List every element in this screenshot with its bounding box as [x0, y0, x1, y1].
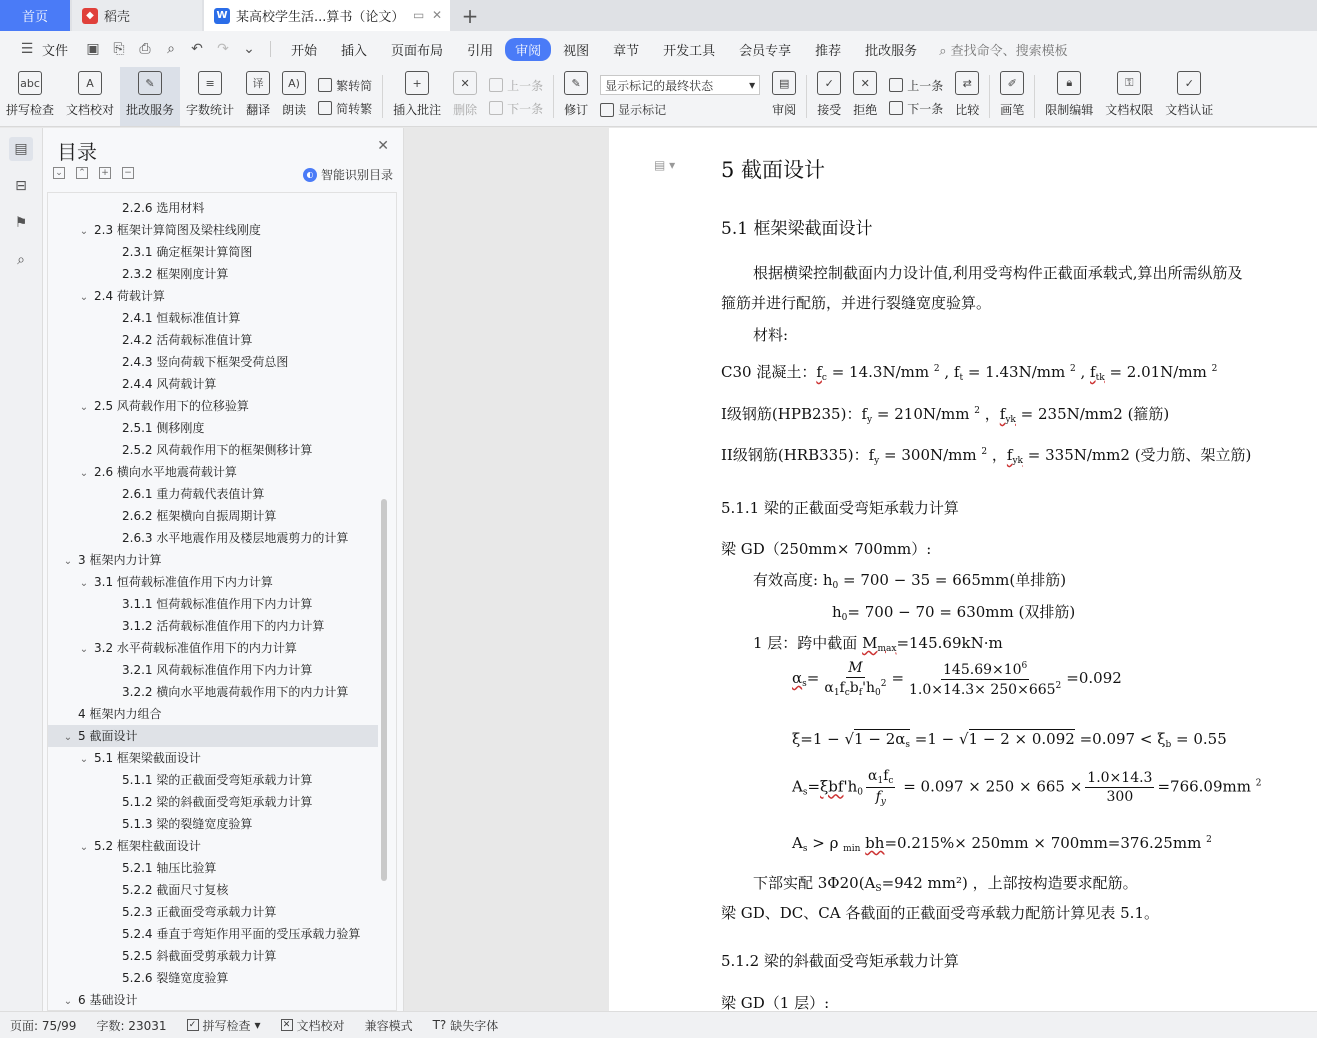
reject-button[interactable] — [847, 67, 883, 126]
toc-item[interactable] — [48, 197, 378, 219]
toc-item[interactable] — [48, 505, 378, 527]
display-state-value: 显示标记的最终状态 — [605, 78, 714, 93]
reject-label: 拒绝 — [853, 103, 878, 117]
prev-comment-button[interactable] — [489, 77, 543, 94]
next-change-label: 下一条 — [907, 101, 944, 116]
plus-icon: + — [461, 3, 479, 28]
trad-to-simp-label: 繁转简 — [336, 78, 373, 93]
toc-item-label: 2.3.1 确定框架计算简图 — [122, 245, 253, 259]
tab-pin-icon[interactable]: ▭ — [412, 8, 425, 22]
alpha-denominator: 1.0×14.3× 250×665 — [909, 681, 1056, 698]
as-min-value: =0.215%× 250mm × 700mm=376.25mm — [884, 834, 1202, 852]
pen-icon: ✐ — [1000, 71, 1024, 95]
chevron-down-icon[interactable]: ⌄ — [79, 754, 89, 765]
toc-item[interactable] — [48, 615, 378, 637]
permission-icon: ⚿ — [1117, 71, 1141, 95]
toc-item[interactable] — [48, 417, 378, 439]
expand-all-icon[interactable]: ⌃ — [76, 167, 88, 179]
remove-heading-icon[interactable]: − — [122, 167, 134, 179]
more-chevron-icon[interactable]: ⌄ — [243, 41, 255, 57]
chevron-down-icon[interactable]: ⌄ — [63, 556, 73, 567]
chevron-down-icon[interactable]: ⌄ — [63, 732, 73, 743]
chapter-nav-icon[interactable]: ⊟ — [15, 178, 27, 194]
toc-item-label: 2.4.4 风荷载计算 — [122, 377, 217, 391]
moment-value: =145.69kN·m — [896, 634, 1003, 652]
chevron-down-icon[interactable]: ⌄ — [79, 578, 89, 589]
toc-item-label: 3.2.2 横向水平地震荷载作用下的内力计算 — [122, 685, 349, 699]
toc-item[interactable] — [48, 989, 378, 1011]
review-pane-label: 审阅 — [772, 103, 797, 117]
compare-button[interactable] — [949, 67, 985, 126]
menu-reference[interactable]: 引用 — [467, 43, 494, 59]
correction-service-button[interactable] — [120, 67, 180, 126]
menu-review[interactable]: 审阅 — [505, 38, 551, 61]
toc-item[interactable] — [48, 659, 378, 681]
chevron-down-icon[interactable]: ⌄ — [79, 226, 89, 237]
materials-label: 材料: — [753, 326, 789, 344]
add-heading-icon[interactable]: + — [99, 167, 111, 179]
smart-toc-button[interactable] — [303, 166, 393, 183]
redo-icon[interactable]: ↷ — [217, 41, 229, 57]
heading-2: 5.1 框架梁截面设计 — [721, 219, 873, 239]
compat-mode[interactable]: 兼容模式 — [364, 1018, 413, 1033]
as-min-line: $A_s > \rho$ $_{min}$ bh=0.215%× 250mm × 700mm=376.25mm $^2$ — [792, 834, 1212, 854]
toc-item[interactable] — [48, 835, 378, 857]
word-count-label: 字数统计 — [186, 103, 235, 117]
simp-to-trad-button[interactable] — [318, 100, 372, 117]
show-markup-label: 显示标记 — [618, 103, 667, 117]
as-denominator: 300 — [1106, 789, 1134, 805]
toc-item-label: 2.5.2 风荷载作用下的框架侧移计算 — [122, 443, 313, 457]
next-change-icon — [889, 101, 903, 115]
chevron-down-icon[interactable]: ⌄ — [63, 996, 73, 1007]
save-icon[interactable]: ▣ — [86, 41, 100, 57]
ribbon-separator — [382, 75, 383, 118]
close-icon[interactable]: ✕ — [377, 138, 389, 154]
toc-item-label: 2.6.2 框架横向自振周期计算 — [122, 509, 277, 523]
chevron-down-icon[interactable]: ⌄ — [79, 644, 89, 655]
menu-chapter[interactable]: 章节 — [613, 43, 640, 59]
table-reference: 梁 GD、DC、CA 各截面的正截面受弯承载力配筋计算见表 5.1。 — [721, 904, 1159, 922]
toc-item-label: 5.2.6 裂缝宽度验算 — [122, 971, 229, 985]
hpb-prefix: I级钢筋(HPB235)： — [721, 405, 862, 423]
alpha-formula: $\alpha_s=$ $\frac{M}{\alpha_1f_cb_f'h_0^2}$ = $\frac{145.69\times 10^6}{1.0\times 14.3\times 250\times 665^2}$ =0.092 — [792, 660, 1122, 698]
toc-item-label: 5.1.1 梁的正截面受弯矩承载力计算 — [122, 773, 313, 787]
paragraph-line: 箍筋并进行配筋，并进行裂缝宽度验算。 — [721, 294, 992, 312]
accept-label: 接受 — [817, 103, 842, 117]
tab-daoke[interactable] — [72, 0, 202, 31]
toc-item[interactable] — [48, 351, 378, 373]
toc-item[interactable] — [48, 285, 378, 307]
restrict-edit-label: 限制编辑 — [1045, 103, 1094, 117]
toc-item-label: 2.6.3 水平地震作用及楼层地震剪力的计算 — [122, 531, 349, 545]
toc-item[interactable] — [48, 879, 378, 901]
search-icon: ⌕ — [939, 43, 947, 59]
beam-label: 梁 GD（250mm× 700mm）: — [721, 540, 932, 558]
toc-item[interactable] — [48, 483, 378, 505]
toc-item[interactable] — [48, 527, 378, 549]
left-icon-strip — [0, 128, 43, 1011]
prev-change-icon — [889, 78, 903, 92]
as-middle: = 0.097 × 250 × 665 × — [898, 777, 1083, 796]
toc-item-label: 3.1 恒荷载标准值作用下内力计算 — [94, 575, 273, 589]
toc-item-label: 2.6 横向水平地震荷载计算 — [94, 465, 237, 479]
toc-item[interactable] — [48, 901, 378, 923]
insert-comment-label: 插入批注 — [393, 103, 442, 117]
toc-item[interactable] — [48, 857, 378, 879]
proofread-small-icon: ✕ — [281, 1019, 293, 1031]
c30-line: C30 混凝土：$f_c = 14.3N/mm$ $^2$ , $f_t = 1.43N/mm$ $^2$ , $f_{tk} = 2.01N/mm$ $^2$ — [721, 363, 1218, 383]
toc-item[interactable] — [48, 571, 378, 593]
toc-item[interactable] — [48, 813, 378, 835]
correction-label: 批改服务 — [126, 103, 175, 117]
toc-item-label: 2.4.3 竖向荷载下框架受荷总图 — [122, 355, 289, 369]
floor-label: 1 层：跨中截面 — [753, 634, 863, 652]
smart-toc-label: 智能识别目录 — [320, 168, 393, 182]
page-indicator[interactable]: 页面: 75/99 — [10, 1018, 77, 1033]
heading-1: 5 截面设计 — [721, 158, 826, 182]
translate-button[interactable] — [240, 67, 276, 126]
menu-start[interactable]: 开始 — [291, 43, 318, 59]
toc-item[interactable] — [48, 725, 378, 747]
next-comment-icon — [489, 101, 503, 115]
read-aloud-icon: A) — [282, 71, 306, 95]
toc-item[interactable] — [48, 747, 378, 769]
xi-value: =0.097 < ξ — [1079, 730, 1166, 748]
prev-change-label: 上一条 — [907, 78, 944, 93]
ribbon-separator — [1034, 75, 1035, 118]
simp-to-trad-label: 简转繁 — [336, 101, 373, 116]
chevron-down-icon[interactable]: ⌄ — [79, 842, 89, 853]
toc-item-label: 5.2.2 截面尺寸复核 — [122, 883, 229, 897]
next-comment-label: 下一条 — [507, 101, 544, 116]
effective-height-2-value: = 700 − 70 = 630mm (双排筋) — [847, 603, 1076, 621]
collapse-all-icon[interactable]: ⌄ — [53, 167, 65, 179]
menu-layout[interactable]: 页面布局 — [391, 43, 444, 59]
menu-correction[interactable]: 批改服务 — [865, 43, 918, 59]
doc-certify-button[interactable] — [1159, 67, 1219, 126]
prev-comment-label: 上一条 — [507, 78, 544, 93]
show-markup-icon — [600, 103, 614, 117]
tab-home-label: 首页 — [21, 10, 48, 25]
simp-trad-icon — [318, 101, 332, 115]
delete-comment-icon: ✕ — [453, 71, 477, 95]
effective-height-1: 有效高度: $h_0 = 700 - 35 = 665mm$(单排筋) — [753, 571, 1067, 591]
spell-check-button[interactable] — [0, 67, 60, 126]
spell-check-icon: abc — [18, 71, 42, 95]
read-aloud-button[interactable] — [276, 67, 312, 126]
toc-title: 目录 — [57, 140, 97, 164]
tab-bar — [0, 0, 1317, 31]
toc-item-label: 3.1.1 恒荷载标准值作用下内力计算 — [122, 597, 313, 611]
tab-document-label: 某高校学生活...算书（论文） — [236, 10, 405, 25]
certify-icon: ✓ — [1177, 71, 1201, 95]
toc-item-label: 3.1.2 活荷载标准值作用下的内力计算 — [122, 619, 325, 633]
lock-icon: 🔒︎ — [1057, 71, 1081, 95]
writer-icon: W — [214, 8, 230, 24]
toc-item-label: 6 基础设计 — [78, 993, 138, 1007]
as-numerator: 1.0×14.3 — [1087, 770, 1153, 786]
proofread-button[interactable] — [60, 67, 120, 126]
xi-b-value: = 0.55 — [1171, 730, 1227, 748]
toc-item-label: 5.1 框架梁截面设计 — [94, 751, 201, 765]
command-search[interactable] — [939, 40, 1067, 59]
ribbon-separator — [989, 75, 990, 118]
status-proofread[interactable] — [271, 1017, 355, 1034]
as-result: =766.09mm — [1157, 777, 1251, 796]
pen-button[interactable] — [994, 67, 1030, 126]
outline-icon[interactable]: ▤ — [9, 137, 33, 161]
insert-comment-button[interactable] — [387, 67, 447, 126]
translate-icon: 译 — [246, 71, 270, 95]
daoke-icon: ◆ — [82, 8, 98, 24]
hamburger-icon[interactable]: ☰ — [20, 41, 34, 57]
hpb-line: I级钢筋(HPB235)：$f_y = 210N/mm$ $^2$ ，$f_{yk} = 235N/mm2$ (箍筋) — [721, 405, 1170, 425]
toc-item[interactable] — [48, 395, 378, 417]
read-aloud-label: 朗读 — [282, 103, 307, 117]
missing-font-icon: T? — [432, 1018, 447, 1032]
menu-recommend[interactable]: 推荐 — [815, 43, 842, 59]
toc-item-label: 2.4.1 恒载标准值计算 — [122, 311, 241, 325]
toc-item[interactable] — [48, 461, 378, 483]
doc-permission-label: 文档权限 — [1105, 103, 1154, 117]
menu-devtools[interactable]: 开发工具 — [663, 43, 716, 59]
tab-home[interactable] — [0, 0, 70, 31]
review-pane-icon: ▤ — [772, 71, 796, 95]
reinforcement-prefix: 下部实配 3Φ20(A — [753, 874, 876, 892]
missing-font-label: 缺失字体 — [450, 1018, 499, 1033]
status-proof-label: 文档校对 — [296, 1018, 345, 1033]
toc-item[interactable] — [48, 439, 378, 461]
menu-insert[interactable]: 插入 — [341, 43, 368, 59]
toc-item[interactable] — [48, 703, 378, 725]
word-count[interactable]: 字数: 23031 — [96, 1018, 167, 1033]
menu-view[interactable]: 视图 — [563, 43, 590, 59]
restrict-edit-button[interactable] — [1039, 67, 1099, 126]
print-icon[interactable]: ⎙ — [139, 41, 151, 57]
chevron-down-icon[interactable]: ⌄ — [79, 468, 89, 479]
toc-item-label: 2.4.2 活荷载标准值计算 — [122, 333, 253, 347]
toc-panel — [43, 128, 404, 1011]
toc-item[interactable] — [48, 637, 378, 659]
doc-permission-button[interactable] — [1099, 67, 1159, 126]
hrb-prefix: II级钢筋(HRB335)： — [721, 446, 869, 464]
tab-close-icon[interactable]: ✕ — [431, 8, 442, 22]
smart-toc-icon: ◐ — [303, 168, 317, 182]
toc-item-label: 5.2.4 垂直于弯矩作用平面的受压承载力验算 — [122, 927, 361, 941]
tab-daoke-label: 稻壳 — [104, 10, 131, 25]
toc-item[interactable] — [48, 791, 378, 813]
compare-icon: ⇄ — [955, 71, 979, 95]
review-pane-button[interactable] — [766, 67, 802, 126]
moment-line: 1 层：跨中截面 $M_{max}=145.69kN\cdot m$ — [753, 634, 1003, 654]
as-formula: $A_s=\xi bf'h_0$ $\frac{\alpha_1f_c}{f_y}$ = 0.097 × 250 × 665 × $\frac{1.0\times 14.3}{300}$ =766.09mm $^2$ — [792, 768, 1262, 807]
show-markup-button[interactable] — [600, 101, 760, 118]
toc-item[interactable] — [48, 923, 378, 945]
effective-height-2: $h_0= 700 - 70 = 630mm$ (双排筋) — [832, 603, 1076, 623]
toc-item[interactable] — [48, 593, 378, 615]
spell-check-label: 拼写检查 — [6, 103, 55, 117]
track-changes-label: 修订 — [564, 103, 589, 117]
status-bar — [0, 1011, 1317, 1038]
toc-item-label: 5 截面设计 — [78, 729, 138, 743]
toc-item-label: 2.4 荷载计算 — [94, 289, 165, 303]
pen-label: 画笔 — [1000, 103, 1025, 117]
word-count-icon: ≡ — [198, 71, 222, 95]
undo-icon[interactable]: ↶ — [191, 41, 203, 57]
c30-prefix: C30 混凝土： — [721, 363, 817, 381]
doc-certify-label: 文档认证 — [1165, 103, 1214, 117]
toc-item-label: 2.3.2 框架刚度计算 — [122, 267, 229, 281]
find-icon[interactable]: ⌕ — [17, 252, 25, 268]
reject-icon: ✕ — [853, 71, 877, 95]
toc-item-label: 2.3 框架计算简图及梁柱线刚度 — [94, 223, 261, 237]
proofread-label: 文档校对 — [66, 103, 115, 117]
trad-simp-icon — [318, 78, 332, 92]
missing-font[interactable] — [423, 1017, 509, 1034]
track-changes-icon: ✎ — [564, 71, 588, 95]
heading-3: 5.1.2 梁的斜截面受弯矩承载力计算 — [721, 952, 959, 970]
accept-button[interactable] — [811, 67, 847, 126]
next-change-button[interactable] — [889, 100, 943, 117]
toc-item[interactable] — [48, 373, 378, 395]
accept-icon: ✓ — [817, 71, 841, 95]
ribbon — [0, 67, 1317, 127]
translate-label: 翻译 — [246, 103, 271, 117]
toc-item[interactable] — [48, 681, 378, 703]
hrb-line: II级钢筋(HRB335)：$f_y = 300N/mm$ $^2$ ，$f_{yk} = 335N/mm2$ (受力筋、架立筋) — [721, 446, 1252, 466]
toc-item-label: 2.6.1 重力荷载代表值计算 — [122, 487, 265, 501]
toc-item-label: 2.5.1 侧移刚度 — [122, 421, 205, 435]
alpha-result: =0.092 — [1066, 669, 1122, 687]
reinforcement-rest: =942 mm²) ，上部按构造要求配筋。 — [881, 874, 1138, 892]
toc-item-label: 5.1.3 梁的裂缝宽度验算 — [122, 817, 253, 831]
toc-item-label: 5.2.5 斜截面受剪承载力计算 — [122, 949, 277, 963]
toc-item-label: 2.2.6 选用材料 — [122, 201, 205, 215]
toc-item[interactable] — [48, 263, 378, 285]
status-spell-check[interactable]: ✓ 拼写检查 ▾ — [177, 1017, 271, 1034]
alpha-numerator: 145.69×10 — [943, 661, 1022, 678]
toc-item-label: 3.2 水平荷载标准值作用下的内力计算 — [94, 641, 297, 655]
heading-3: 5.1.1 梁的正截面受弯矩承载力计算 — [721, 499, 959, 517]
toc-item-label: 3.2.1 风荷载标准值作用下内力计算 — [122, 663, 313, 677]
new-tab-button[interactable] — [450, 0, 490, 31]
xi-formula: $\xi=1 - √1 - 2\alpha_s =1 - √1 - 2 \times 0.092 =0.097 < \xi_b = 0.55$ — [792, 730, 1227, 750]
document-area — [404, 128, 1317, 1011]
correction-icon: ✎ — [138, 71, 162, 95]
toc-item-label: 5.1.2 梁的斜截面受弯矩承载力计算 — [122, 795, 313, 809]
status-spell-label: 拼写检查 — [202, 1018, 251, 1033]
toc-item-label: 5.2 框架柱截面设计 — [94, 839, 201, 853]
toc-item[interactable] — [48, 241, 378, 263]
page-options-icon[interactable]: ▤ ▾ — [654, 158, 676, 172]
checkbox-icon: ✓ — [187, 1019, 199, 1031]
command-search-label: 查找命令、搜索模板 — [950, 43, 1068, 59]
toc-list — [47, 192, 397, 1011]
tab-document[interactable] — [204, 0, 450, 31]
ribbon-separator — [553, 75, 554, 118]
menu-separator — [270, 41, 271, 57]
toc-item[interactable] — [48, 219, 378, 241]
toc-scrollbar[interactable] — [381, 499, 387, 881]
chevron-down-icon[interactable]: ⌄ — [79, 292, 89, 303]
compare-label: 比较 — [955, 103, 980, 117]
export-icon[interactable]: ⎘ — [113, 41, 125, 57]
next-comment-button[interactable] — [489, 100, 543, 117]
delete-comment-label: 删除 — [453, 103, 478, 117]
effective-height-1-value: = 700 − 35 = 665mm(单排筋) — [838, 571, 1067, 589]
menu-member[interactable]: 会员专享 — [739, 43, 792, 59]
track-changes-button[interactable] — [558, 67, 594, 126]
toc-item[interactable] — [48, 967, 378, 989]
trad-to-simp-button[interactable] — [318, 77, 372, 94]
toc-item-label: 5.2.3 正截面受弯承载力计算 — [122, 905, 277, 919]
paragraph-line: 根据横梁控制截面内力设计值,利用受弯构件正截面承载式,算出所需纵筋及 — [753, 264, 1243, 282]
toc-item-label: 3 框架内力计算 — [78, 553, 162, 567]
reinforcement-line: 下部实配 $3\Phi 20(A_S=942$ mm²) ，上部按构造要求配筋。 — [753, 874, 1138, 894]
toc-item[interactable] — [48, 549, 378, 571]
document-page[interactable] — [609, 128, 1317, 1011]
chevron-down-icon[interactable]: ⌄ — [79, 402, 89, 413]
toc-item-label: 4 框架内力组合 — [78, 707, 162, 721]
menu-bar — [0, 31, 1317, 67]
menu-file[interactable]: 文件 — [42, 43, 69, 59]
display-state-select[interactable] — [600, 75, 760, 95]
prev-change-button[interactable] — [889, 77, 943, 94]
toc-item-label: 5.2.1 轴压比验算 — [122, 861, 217, 875]
effective-height-label: 有效高度: — [753, 571, 823, 589]
delete-comment-button[interactable] — [447, 67, 483, 126]
prev-comment-icon — [489, 78, 503, 92]
ribbon-separator — [806, 75, 807, 118]
beam-label-2: 梁 GD（1 层）: — [721, 994, 830, 1011]
comment-icon: + — [405, 71, 429, 95]
dropdown-arrow-icon: ▾ — [749, 78, 756, 92]
preview-icon[interactable]: ⌕ — [167, 41, 175, 57]
toc-item[interactable] — [48, 329, 378, 351]
proofread-icon: A — [78, 71, 102, 95]
word-count-button[interactable] — [180, 67, 240, 126]
toc-item-label: 2.5 风荷载作用下的位移验算 — [94, 399, 249, 413]
bookmark-icon[interactable]: ⚑ — [14, 215, 28, 231]
toc-item[interactable] — [48, 945, 378, 967]
toc-item[interactable] — [48, 307, 378, 329]
toc-item[interactable] — [48, 769, 378, 791]
